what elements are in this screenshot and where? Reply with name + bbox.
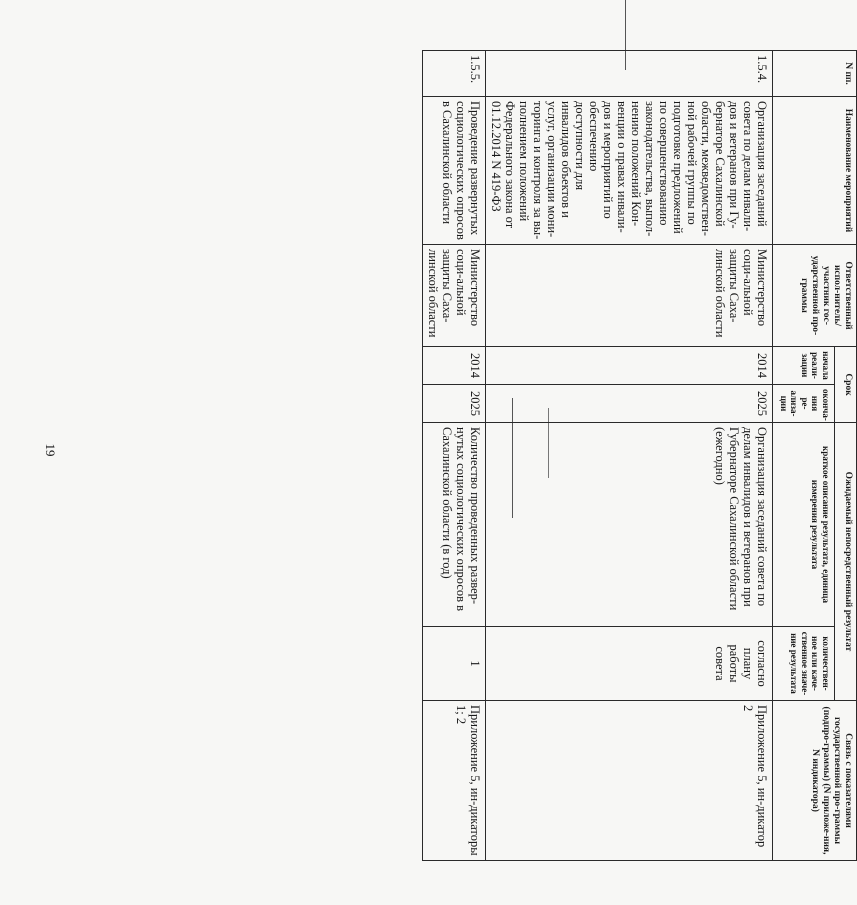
- table-row: [423, 51, 486, 861]
- row-num: 1.5.4.: [486, 51, 773, 97]
- rotated-table-wrapper: [426, 50, 857, 860]
- header-name: Наименование мероприятий: [773, 97, 857, 245]
- header-end: оконча-ния ре-ализа-ции: [773, 385, 835, 423]
- table-row: [486, 51, 773, 861]
- row-result-desc: Организация заседаний совета по делам инвалидов и ветеранов при Губернаторе Сахалинской области (ежегодно): [486, 423, 773, 627]
- header-term: Срок: [835, 347, 857, 423]
- header-result-value: количествен-ное или каче-ственное значе-ние результата: [773, 627, 835, 701]
- header-result: Ожидаемый непосредственный результат: [835, 423, 857, 701]
- measures-table: [422, 50, 857, 861]
- page-number: 19: [43, 443, 58, 457]
- row-result-desc: Количество проведенных развер-нутых социологических опросов в Сахалинской области (в год): [423, 423, 486, 627]
- header-start: начала реали-зации: [773, 347, 835, 385]
- row-end: 2025: [486, 385, 773, 423]
- row-result-value: согласно плану работы совета: [486, 627, 773, 701]
- header-link: Связь с показателями государственной про-граммы (подпро-граммы) (N приложе-ния, N индикатора): [773, 701, 857, 861]
- row-start: 2014: [423, 347, 486, 385]
- row-executor: Министерство соци-альной защиты Саха-линской области: [486, 245, 773, 347]
- row-result-value: 1: [423, 627, 486, 701]
- row-name: Проведение развернутых социологических опросов в Сахалинской области: [423, 97, 486, 245]
- row-num: 1.5.5.: [423, 51, 486, 97]
- header-result-desc: краткое описание результата, единица измерения результата: [773, 423, 835, 627]
- row-link: Приложение 5, ин-дикаторы 1; 2: [423, 701, 486, 861]
- row-start: 2014: [486, 347, 773, 385]
- row-name: Организация заседаний совета по делам инвали-дов и ветеранов при Гу-бернаторе Сахалинской области, межведомствен-ной рабочей группы по подготовке предложений по совершенствованию законодательства, выпол-нению положений Кон-венции о правах инвали-дов и мероприятий по обеспечению доступности для инвалидов объектов и услуг, организации мони-торинга и контроля за вы-полнением положений Федерального закона от 01.12.2014 N 419-ФЗ: [486, 97, 773, 245]
- header-executor: Ответственный испол-нитель/участник гос-ударственной про-граммы: [773, 245, 857, 347]
- row-executor: Министерство соци-альной защиты Саха-линской области: [423, 245, 486, 347]
- row-link: Приложение 5, ин-дикатор 2: [486, 701, 773, 861]
- header-num: N пп.: [773, 51, 857, 97]
- row-end: 2025: [423, 385, 486, 423]
